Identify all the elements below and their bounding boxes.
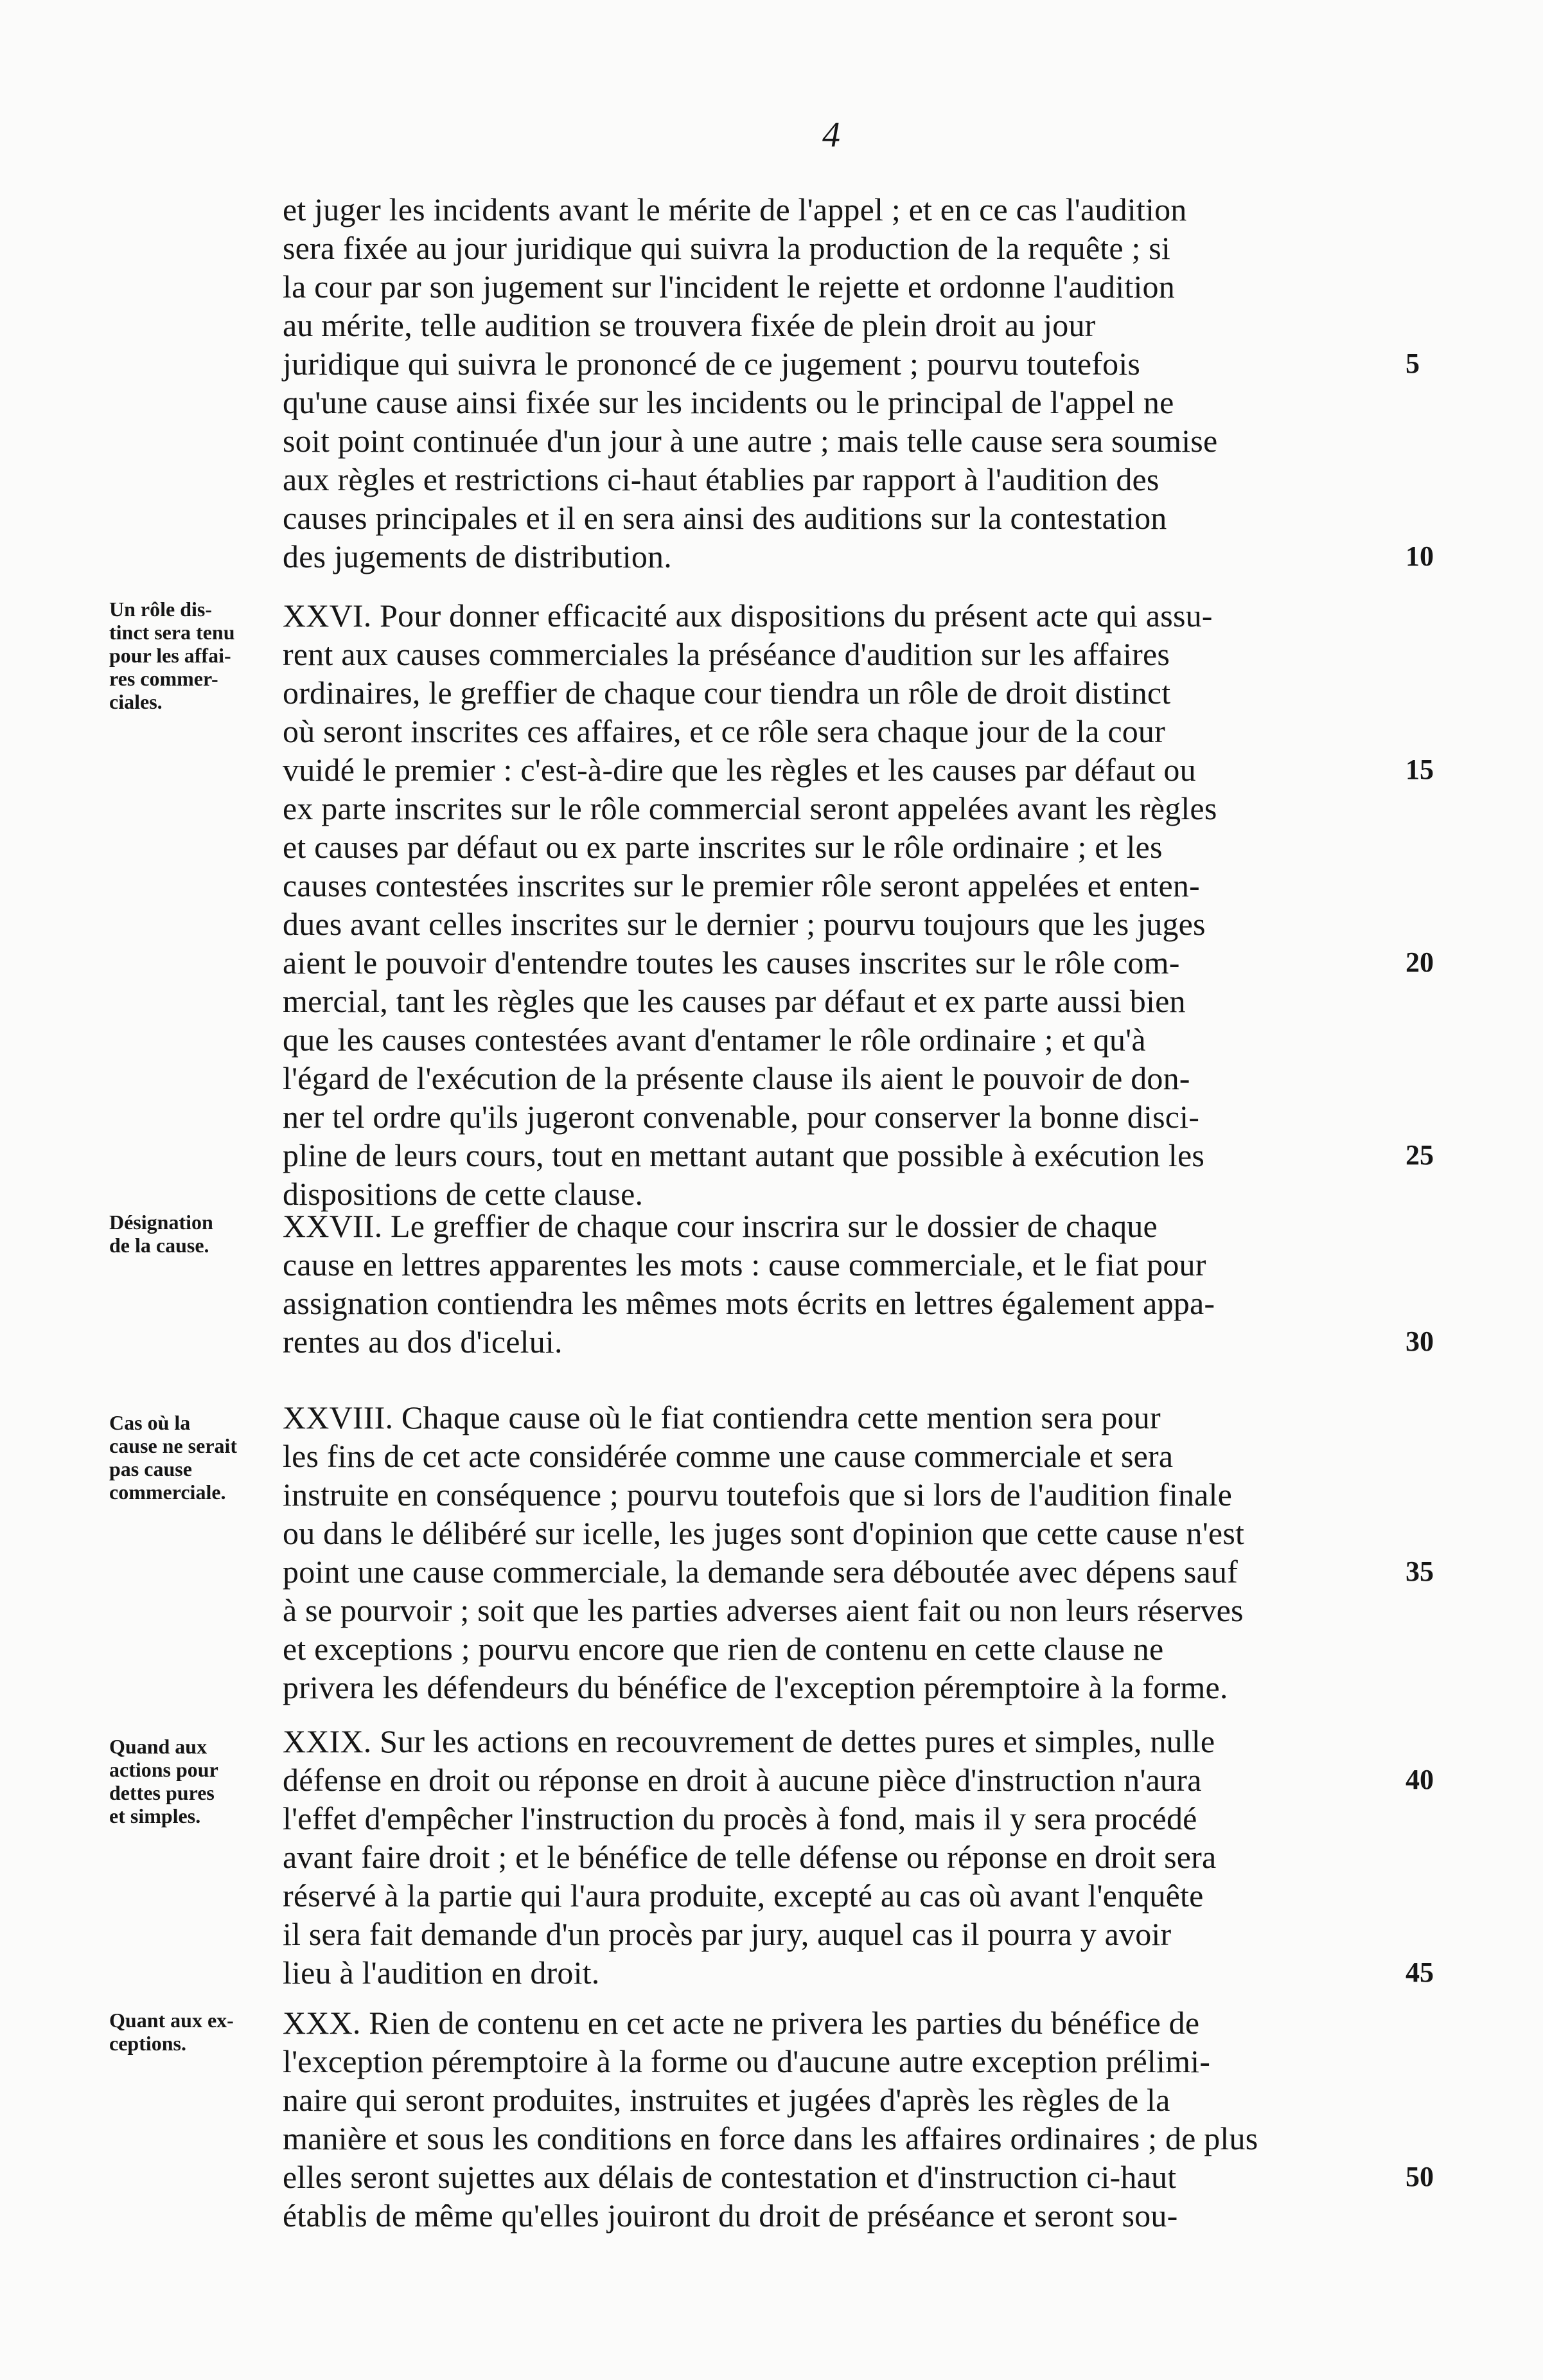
text-line: ou dans le délibéré sur icelle, les juges sont d'opinion que cette cause n'est xyxy=(283,1515,1245,1551)
text-line: ex parte inscrites sur le rôle commercial seront appelées avant les règles xyxy=(283,790,1217,826)
text-line: avant faire droit ; et le bénéfice de telle défense ou réponse en droit sera xyxy=(283,1839,1217,1875)
text-line: naire qui seront produites, instruites et jugées d'après les règles de la xyxy=(283,2082,1170,2118)
text-line: la cour par son jugement sur l'incident le rejette et ordonne l'audition xyxy=(283,269,1175,305)
text-line: réservé à la partie qui l'aura produite, excepté au cas où avant l'enquête xyxy=(283,1878,1204,1914)
section-xxviii xyxy=(283,1398,1434,1707)
text-line: défense en droit ou réponse en droit à aucune pièce d'instruction n'aura xyxy=(283,1762,1202,1798)
section-xxx xyxy=(283,2003,1434,2235)
text-line: et causes par défaut ou ex parte inscrites sur le rôle ordinaire ; et les xyxy=(283,829,1163,865)
section-intro xyxy=(283,190,1434,576)
text-line: des jugements de distribution. xyxy=(283,538,672,574)
text-line: point une cause commerciale, la demande sera déboutée avec dépens sauf xyxy=(283,1554,1238,1590)
margin-note-line: commerciale. xyxy=(109,1480,226,1504)
margin-note-xxix xyxy=(109,1735,283,1827)
margin-note-line: Un rôle dis- xyxy=(109,598,212,621)
line-number: 35 xyxy=(1406,1556,1434,1587)
text-line: et exceptions ; pourvu encore que rien de contenu en cette clause ne xyxy=(283,1631,1164,1667)
text-line: XXIX. Sur les actions en recouvrement de dettes pures et simples, nulle xyxy=(283,1723,1215,1759)
margin-note-xxvii xyxy=(109,1211,283,1257)
text-line: les fins de cet acte considérée comme une cause commerciale et sera xyxy=(283,1438,1174,1474)
line-number: 15 xyxy=(1406,754,1434,785)
section-xxix xyxy=(283,1722,1434,1992)
text-line: que les causes contestées avant d'entamer le rôle ordinaire ; et qu'à xyxy=(283,1022,1146,1058)
text-line: soit point continuée d'un jour à une autre ; mais telle cause sera soumise xyxy=(283,423,1218,459)
line-number: 40 xyxy=(1406,1764,1434,1795)
margin-note-line: actions pour xyxy=(109,1758,218,1781)
text-line: lieu à l'audition en droit. xyxy=(283,1955,600,1991)
text-line: juridique qui suivra le prononcé de ce jugement ; pourvu toutefois xyxy=(283,346,1141,382)
section-text xyxy=(283,190,1426,576)
margin-note-line: de la cause. xyxy=(109,1234,209,1257)
text-line: et juger les incidents avant le mérite de l'appel ; et en ce cas l'audition xyxy=(283,191,1187,227)
section-text xyxy=(283,1207,1426,1361)
text-line: XXVIII. Chaque cause où le fiat contiendra cette mention sera pour xyxy=(283,1399,1161,1435)
section-text xyxy=(283,2003,1426,2235)
text-line: manière et sous les conditions en force dans les affaires ordinaires ; de plus xyxy=(283,2120,1258,2156)
text-line: à se pourvoir ; soit que les parties adverses aient fait ou non leurs réserves xyxy=(283,1592,1244,1628)
line-number: 50 xyxy=(1406,2161,1434,2192)
text-line: il sera fait demande d'un procès par jury, auquel cas il pourra y avoir xyxy=(283,1916,1172,1952)
section-text xyxy=(283,1398,1426,1707)
margin-note-xxviii xyxy=(109,1411,283,1504)
text-line: rent aux causes commerciales la préséance d'audition sur les affaires xyxy=(283,636,1170,672)
margin-note-line: pour les affai- xyxy=(109,644,231,667)
margin-note-line: et simples. xyxy=(109,1804,201,1827)
text-line: rentes au dos d'icelui. xyxy=(283,1324,563,1360)
page-number: 4 xyxy=(822,115,840,155)
text-line: l'effet d'empêcher l'instruction du procès à fond, mais il y sera procédé xyxy=(283,1800,1197,1836)
text-line: XXX. Rien de contenu en cet acte ne privera les parties du bénéfice de xyxy=(283,2005,1200,2041)
line-number: 20 xyxy=(1406,946,1434,978)
text-line: causes principales et il en sera ainsi des auditions sur la contestation xyxy=(283,500,1167,536)
text-line: l'égard de l'exécution de la présente clause ils aient le pouvoir de don- xyxy=(283,1060,1190,1096)
margin-note-line: pas cause xyxy=(109,1457,192,1480)
text-line: qu'une cause ainsi fixée sur les incidents ou le principal de l'appel ne xyxy=(283,384,1174,420)
text-line: l'exception péremptoire à la forme ou d'aucune autre exception prélimi- xyxy=(283,2043,1211,2079)
text-line: dues avant celles inscrites sur le dernier ; pourvu toujours que les juges xyxy=(283,906,1206,942)
line-number: 30 xyxy=(1406,1326,1434,1357)
text-line: ordinaires, le greffier de chaque cour tiendra un rôle de droit distinct xyxy=(283,675,1171,711)
margin-note-line: res commer- xyxy=(109,667,218,690)
text-line: XXVI. Pour donner efficacité aux dispositions du présent acte qui assu- xyxy=(283,598,1213,634)
margin-note-line: Quand aux xyxy=(109,1735,207,1758)
text-line: XXVII. Le greffier de chaque cour inscrira sur le dossier de chaque xyxy=(283,1208,1158,1244)
text-line: pline de leurs cours, tout en mettant autant que possible à exécution les xyxy=(283,1137,1205,1173)
text-line: aux règles et restrictions ci-haut établies par rapport à l'audition des xyxy=(283,461,1159,497)
text-line: mercial, tant les règles que les causes par défaut et ex parte aussi bien xyxy=(283,983,1186,1019)
text-line: ner tel ordre qu'ils jugeront convenable, pour conserver la bonne disci- xyxy=(283,1099,1200,1135)
section-text xyxy=(283,1722,1426,1992)
margin-note-xxvi xyxy=(109,598,283,713)
text-line: vuidé le premier : c'est-à-dire que les règles et les causes par défaut ou xyxy=(283,752,1196,788)
margin-note-line: Cas où la xyxy=(109,1411,191,1434)
line-number: 5 xyxy=(1406,348,1420,379)
text-line: au mérite, telle audition se trouvera fixée de plein droit au jour xyxy=(283,307,1096,343)
line-number: 45 xyxy=(1406,1957,1434,1988)
text-line: établis de même qu'elles jouiront du droit de préséance et seront sou- xyxy=(283,2198,1178,2233)
margin-note-line: cause ne serait xyxy=(109,1434,238,1457)
margin-note-line: Quant aux ex- xyxy=(109,2009,234,2032)
margin-note-line: tinct sera tenu xyxy=(109,621,235,644)
text-line: cause en lettres apparentes les mots : cause commerciale, et le fiat pour xyxy=(283,1247,1206,1283)
line-number: 25 xyxy=(1406,1139,1434,1171)
text-line: causes contestées inscrites sur le premier rôle seront appelées et enten- xyxy=(283,867,1200,903)
text-line: dispositions de cette clause. xyxy=(283,1176,644,1212)
margin-note-xxx xyxy=(109,2009,283,2055)
text-line: elles seront sujettes aux délais de contestation et d'instruction ci-haut xyxy=(283,2159,1177,2195)
section-xxvi xyxy=(283,596,1434,1213)
line-number: 10 xyxy=(1406,540,1434,572)
section-text xyxy=(283,596,1426,1213)
text-line: instruite en conséquence ; pourvu toutefois que si lors de l'audition finale xyxy=(283,1477,1233,1513)
text-line: assignation contiendra les mêmes mots écrits en lettres également appa- xyxy=(283,1285,1215,1321)
margin-note-line: Désignation xyxy=(109,1211,213,1234)
margin-note-line: dettes pures xyxy=(109,1781,215,1804)
section-xxvii xyxy=(283,1207,1434,1361)
text-line: où seront inscrites ces affaires, et ce rôle sera chaque jour de la cour xyxy=(283,713,1165,749)
margin-note-line: ceptions. xyxy=(109,2032,186,2055)
text-line: aient le pouvoir d'entendre toutes les causes inscrites sur le rôle com- xyxy=(283,945,1180,981)
margin-note-line: ciales. xyxy=(109,690,163,713)
text-line: privera les défendeurs du bénéfice de l'exception péremptoire à la forme. xyxy=(283,1669,1228,1705)
text-line: sera fixée au jour juridique qui suivra la production de la requête ; si xyxy=(283,230,1171,266)
